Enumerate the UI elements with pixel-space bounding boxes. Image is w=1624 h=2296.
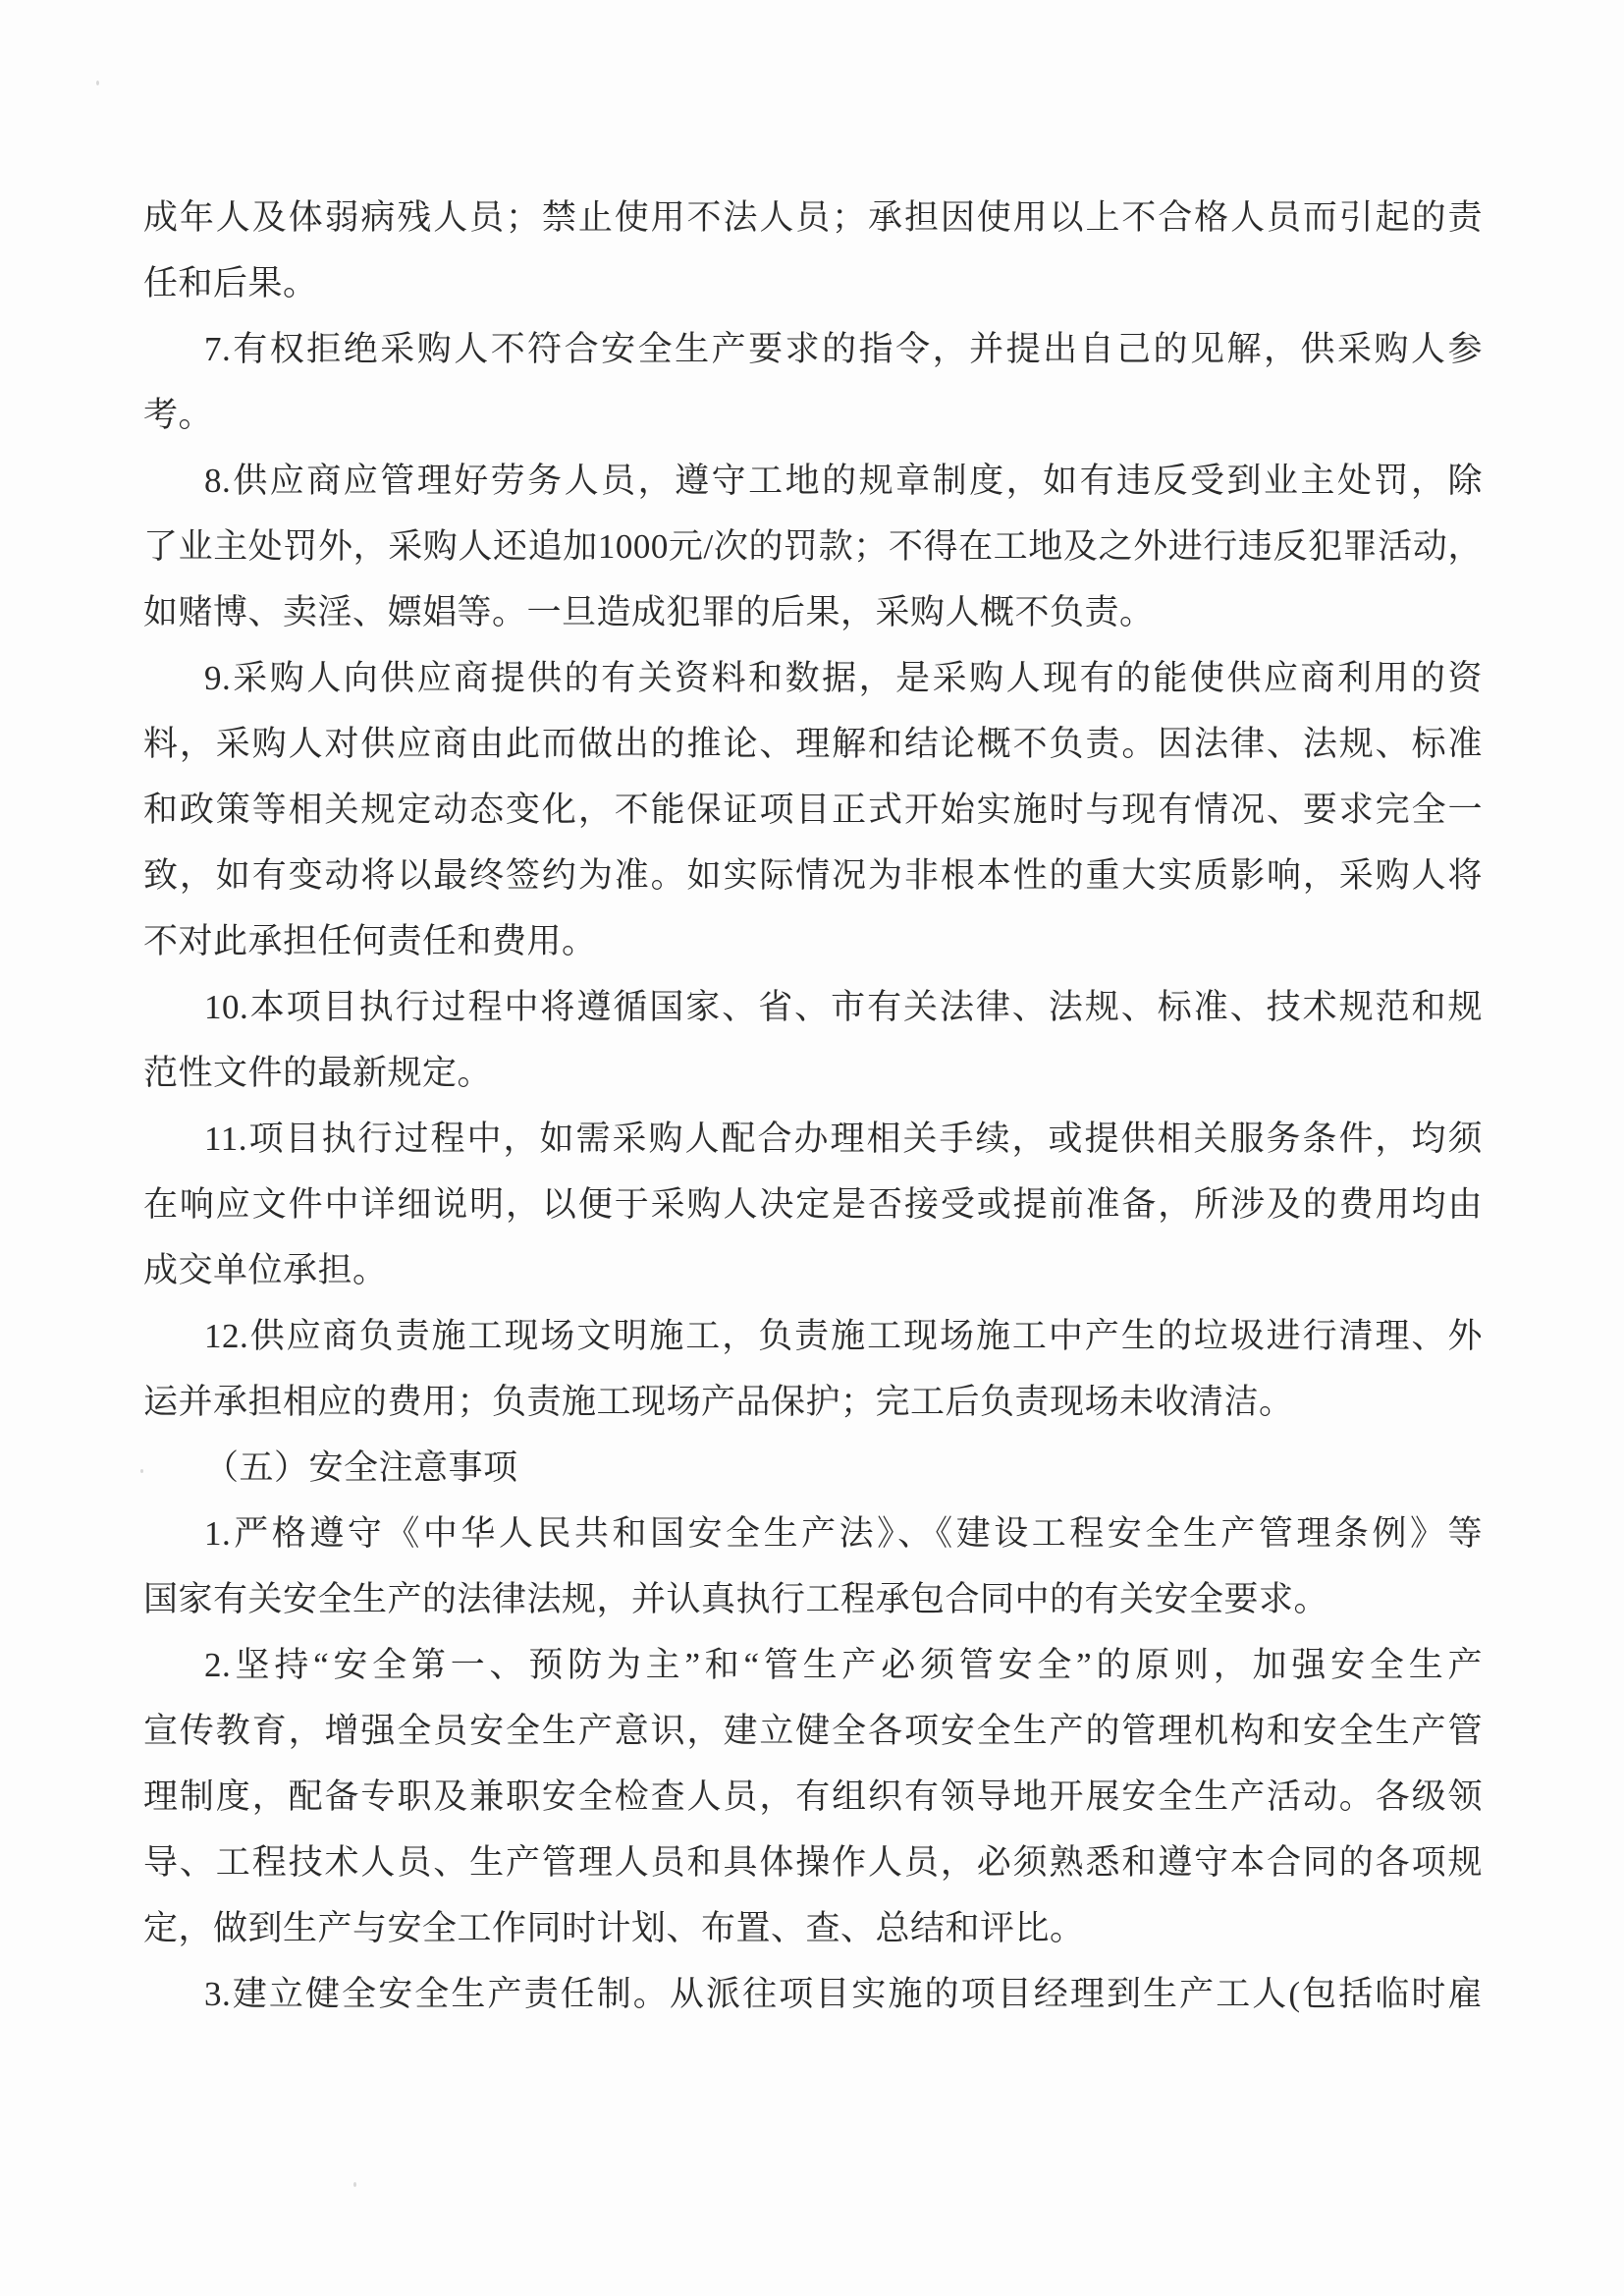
text-line: 2.坚持“安全第一、预防为主”和“管生产必须管安全”的原则，加强安全生产	[204, 1646, 1483, 1684]
text-line: 范性文件的最新规定。	[143, 1054, 493, 1092]
text-line: 8.供应商应管理好劳务人员，遵守工地的规章制度，如有违反受到业主处罚，除	[204, 462, 1483, 500]
text-line: 了业主处罚外，采购人还追加1000元/次的罚款；不得在工地及之外进行违反犯罪活动，	[143, 527, 1483, 566]
text-line: 3.建立健全安全生产责任制。从派往项目实施的项目经理到生产工人(包括临时雇	[204, 1975, 1483, 2013]
text-line: 1.严格遵守《中华人民共和国安全生产法》、《建设工程安全生产管理条例》等	[204, 1514, 1483, 1553]
text-line: 定，做到生产与安全工作同时计划、布置、查、总结和评比。	[143, 1909, 1085, 1947]
text-line: 运并承担相应的费用；负责施工现场产品保护；完工后负责现场未收清洁。	[143, 1383, 1294, 1421]
text-line: 12.供应商负责施工现场文明施工，负责施工现场施工中产生的垃圾进行清理、外	[204, 1317, 1483, 1355]
text-line: 国家有关安全生产的法律法规，并认真执行工程承包合同中的有关安全要求。	[143, 1580, 1329, 1618]
text-line: 7.有权拒绝采购人不符合安全生产要求的指令，并提出自己的见解，供采购人参	[204, 330, 1483, 368]
text-line: 11.项目执行过程中，如需采购人配合办理相关手续，或提供相关服务条件，均须	[204, 1120, 1483, 1158]
text-line: 宣传教育，增强全员安全生产意识，建立健全各项安全生产的管理机构和安全生产管	[143, 1712, 1483, 1750]
text-line: 不对此承担任何责任和费用。	[143, 922, 597, 960]
text-line: 料，采购人对供应商由此而做出的推论、理解和结论概不负责。因法律、法规、标准	[143, 725, 1483, 763]
document-text-block	[143, 185, 1483, 2027]
text-line: 在响应文件中详细说明，以便于采购人决定是否接受或提前准备，所涉及的费用均由	[143, 1185, 1483, 1224]
scan-speck	[96, 81, 99, 85]
text-line: 致，如有变动将以最终签约为准。如实际情况为非根本性的重大实质影响，采购人将	[143, 856, 1483, 895]
text-line: 9.采购人向供应商提供的有关资料和数据，是采购人现有的能使供应商利用的资	[204, 659, 1483, 697]
text-line: 成年人及体弱病残人员；禁止使用不法人员；承担因使用以上不合格人员而引起的责	[143, 198, 1483, 237]
text-line: 和政策等相关规定动态变化，不能保证项目正式开始实施时与现有情况、要求完全一	[143, 791, 1483, 829]
text-line: 成交单位承担。	[143, 1251, 388, 1289]
text-line: 如赌博、卖淫、嫖娼等。一旦造成犯罪的后果，采购人概不负责。	[143, 593, 1155, 631]
text-line: 导、工程技术人员、生产管理人员和具体操作人员，必须熟悉和遵守本合同的各项规	[143, 1843, 1483, 1882]
text-line: 10.本项目执行过程中将遵循国家、省、市有关法律、法规、标准、技术规范和规	[204, 988, 1483, 1026]
text-line: 任和后果。	[143, 264, 318, 302]
scan-speck	[353, 2182, 356, 2187]
text-line: 理制度，配备专职及兼职安全检查人员，有组织有领导地开展安全生产活动。各级领	[143, 1777, 1483, 1816]
text-line: 考。	[143, 396, 214, 434]
section-heading: （五）安全注意事项	[204, 1449, 518, 1487]
